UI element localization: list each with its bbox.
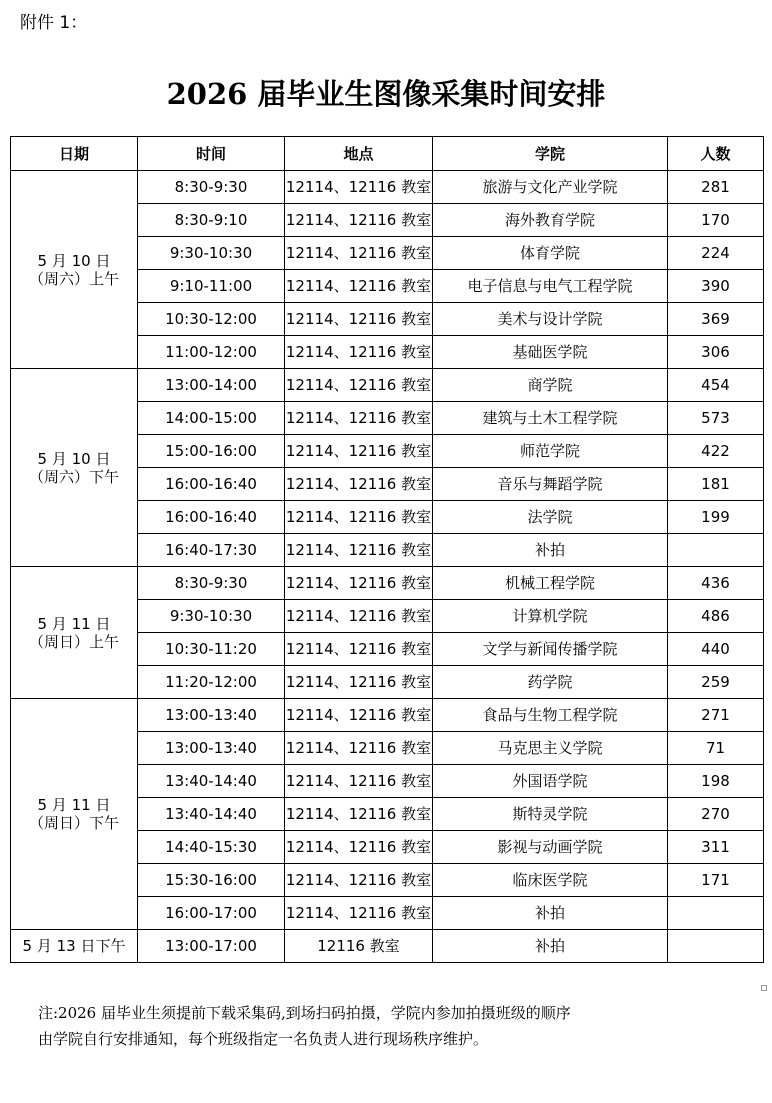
location-cell: 12114、12116 教室 <box>285 336 433 369</box>
count-cell: 486 <box>668 600 764 633</box>
date-cell <box>11 930 138 963</box>
college-cell: 影视与动画学院 <box>433 831 668 864</box>
table-row <box>11 567 764 600</box>
college-cell: 补拍 <box>433 534 668 567</box>
location-cell: 12114、12116 教室 <box>285 765 433 798</box>
date-line: 5 月 11 日 <box>37 614 111 633</box>
footnote-line: 注:2026 届毕业生须提前下载采集码,到场扫码拍摄，学院内参加拍摄班级的顺序 <box>38 1004 571 1022</box>
date-line: 5 月 11 日 <box>37 796 111 814</box>
date-cell <box>11 369 138 567</box>
location-cell: 12114、12116 教室 <box>285 864 433 897</box>
count-cell <box>668 534 764 567</box>
count-cell: 306 <box>668 336 764 369</box>
location-cell: 12114、12116 教室 <box>285 501 433 534</box>
time-cell: 13:00-17:00 <box>138 930 285 963</box>
time-cell: 16:00-17:00 <box>138 897 285 930</box>
college-cell: 补拍 <box>433 897 668 930</box>
time-cell: 13:00-13:40 <box>138 732 285 765</box>
time-cell: 9:10-11:00 <box>138 270 285 303</box>
location-cell: 12116 教室 <box>285 930 433 963</box>
count-cell: 181 <box>668 468 764 501</box>
college-cell: 体育学院 <box>433 237 668 270</box>
college-cell: 师范学院 <box>433 435 668 468</box>
table-row <box>11 171 764 204</box>
college-cell: 法学院 <box>433 501 668 534</box>
date-cell <box>11 171 138 369</box>
schedule-table <box>10 136 764 963</box>
count-cell: 390 <box>668 270 764 303</box>
attachment-label: 附件 1： <box>20 13 88 33</box>
table-row <box>11 699 764 732</box>
location-cell: 12114、12116 教室 <box>285 633 433 666</box>
location-cell: 12114、12116 教室 <box>285 402 433 435</box>
college-cell: 基础医学院 <box>433 336 668 369</box>
college-cell: 旅游与文化产业学院 <box>433 171 668 204</box>
location-cell: 12114、12116 教室 <box>285 831 433 864</box>
college-cell: 文学与新闻传播学院 <box>433 633 668 666</box>
time-cell: 8:30-9:30 <box>138 171 285 204</box>
location-cell: 12114、12116 教室 <box>285 567 433 600</box>
location-cell: 12114、12116 教室 <box>285 270 433 303</box>
count-cell: 259 <box>668 666 764 699</box>
college-cell: 补拍 <box>433 930 668 963</box>
college-cell: 海外教育学院 <box>433 204 668 237</box>
location-cell: 12114、12116 教室 <box>285 369 433 402</box>
college-cell: 马克思主义学院 <box>433 732 668 765</box>
count-cell: 170 <box>668 204 764 237</box>
college-cell: 机械工程学院 <box>433 567 668 600</box>
location-cell: 12114、12116 教室 <box>285 435 433 468</box>
table-header-row <box>11 137 764 171</box>
time-cell: 13:00-14:00 <box>138 369 285 402</box>
count-cell: 199 <box>668 501 764 534</box>
count-cell: 224 <box>668 237 764 270</box>
location-cell: 12114、12116 教室 <box>285 237 433 270</box>
college-cell: 建筑与土木工程学院 <box>433 402 668 435</box>
header-location: 地点 <box>285 137 433 171</box>
college-cell: 音乐与舞蹈学院 <box>433 468 668 501</box>
footnote-line: 由学院自行安排通知，每个班级指定一名负责人进行现场秩序维护。 <box>38 1030 489 1048</box>
table-row <box>11 369 764 402</box>
count-cell <box>668 897 764 930</box>
date-period: （周日）下午 <box>28 814 119 832</box>
time-cell: 14:00-15:00 <box>138 402 285 435</box>
count-cell: 440 <box>668 633 764 666</box>
date-period: （周日）上午 <box>28 632 119 651</box>
college-cell: 药学院 <box>433 666 668 699</box>
time-cell: 13:00-13:40 <box>138 699 285 732</box>
date-period: （周六）上午 <box>28 269 119 288</box>
count-cell: 436 <box>668 567 764 600</box>
header-count: 人数 <box>668 137 764 171</box>
header-time: 时间 <box>138 137 285 171</box>
location-cell: 12114、12116 教室 <box>285 699 433 732</box>
time-cell: 8:30-9:10 <box>138 204 285 237</box>
count-cell: 281 <box>668 171 764 204</box>
college-cell: 斯特灵学院 <box>433 798 668 831</box>
time-cell: 11:00-12:00 <box>138 336 285 369</box>
time-cell: 10:30-12:00 <box>138 303 285 336</box>
time-cell: 10:30-11:20 <box>138 633 285 666</box>
college-cell: 商学院 <box>433 369 668 402</box>
count-cell: 369 <box>668 303 764 336</box>
count-cell: 454 <box>668 369 764 402</box>
count-cell: 270 <box>668 798 764 831</box>
time-cell: 16:00-16:40 <box>138 468 285 501</box>
location-cell: 12114、12116 教室 <box>285 171 433 204</box>
date-line: 5 月 10 日 <box>37 449 111 468</box>
college-cell: 外国语学院 <box>433 765 668 798</box>
time-cell: 13:40-14:40 <box>138 798 285 831</box>
location-cell: 12114、12116 教室 <box>285 798 433 831</box>
table-row <box>11 930 764 963</box>
schedule-body <box>11 171 764 963</box>
time-cell: 15:30-16:00 <box>138 864 285 897</box>
time-cell: 14:40-15:30 <box>138 831 285 864</box>
time-cell: 16:40-17:30 <box>138 534 285 567</box>
count-cell <box>668 930 764 963</box>
date-line: 5 月 10 日 <box>37 251 111 270</box>
count-cell: 71 <box>668 732 764 765</box>
location-cell: 12114、12116 教室 <box>285 897 433 930</box>
page-title: 2026 届毕业生图像采集时间安排 <box>166 77 606 111</box>
count-cell: 422 <box>668 435 764 468</box>
college-cell: 临床医学院 <box>433 864 668 897</box>
corner-marker <box>761 985 767 991</box>
count-cell: 198 <box>668 765 764 798</box>
footnote <box>38 1000 748 1052</box>
location-cell: 12114、12116 教室 <box>285 732 433 765</box>
time-cell: 11:20-12:00 <box>138 666 285 699</box>
time-cell: 15:00-16:00 <box>138 435 285 468</box>
location-cell: 12114、12116 教室 <box>285 666 433 699</box>
date-line: 5 月 13 日下午 <box>22 937 126 955</box>
count-cell: 271 <box>668 699 764 732</box>
time-cell: 13:40-14:40 <box>138 765 285 798</box>
count-cell: 311 <box>668 831 764 864</box>
time-cell: 9:30-10:30 <box>138 237 285 270</box>
time-cell: 9:30-10:30 <box>138 600 285 633</box>
header-date: 日期 <box>11 137 138 171</box>
time-cell: 8:30-9:30 <box>138 567 285 600</box>
time-cell: 16:00-16:40 <box>138 501 285 534</box>
count-cell: 171 <box>668 864 764 897</box>
college-cell: 美术与设计学院 <box>433 303 668 336</box>
date-cell <box>11 567 138 699</box>
college-cell: 计算机学院 <box>433 600 668 633</box>
location-cell: 12114、12116 教室 <box>285 468 433 501</box>
header-college: 学院 <box>433 137 668 171</box>
date-cell <box>11 699 138 930</box>
location-cell: 12114、12116 教室 <box>285 303 433 336</box>
count-cell: 573 <box>668 402 764 435</box>
location-cell: 12114、12116 教室 <box>285 534 433 567</box>
college-cell: 电子信息与电气工程学院 <box>433 270 668 303</box>
location-cell: 12114、12116 教室 <box>285 204 433 237</box>
location-cell: 12114、12116 教室 <box>285 600 433 633</box>
college-cell: 食品与生物工程学院 <box>433 699 668 732</box>
date-period: （周六）下午 <box>28 467 119 486</box>
